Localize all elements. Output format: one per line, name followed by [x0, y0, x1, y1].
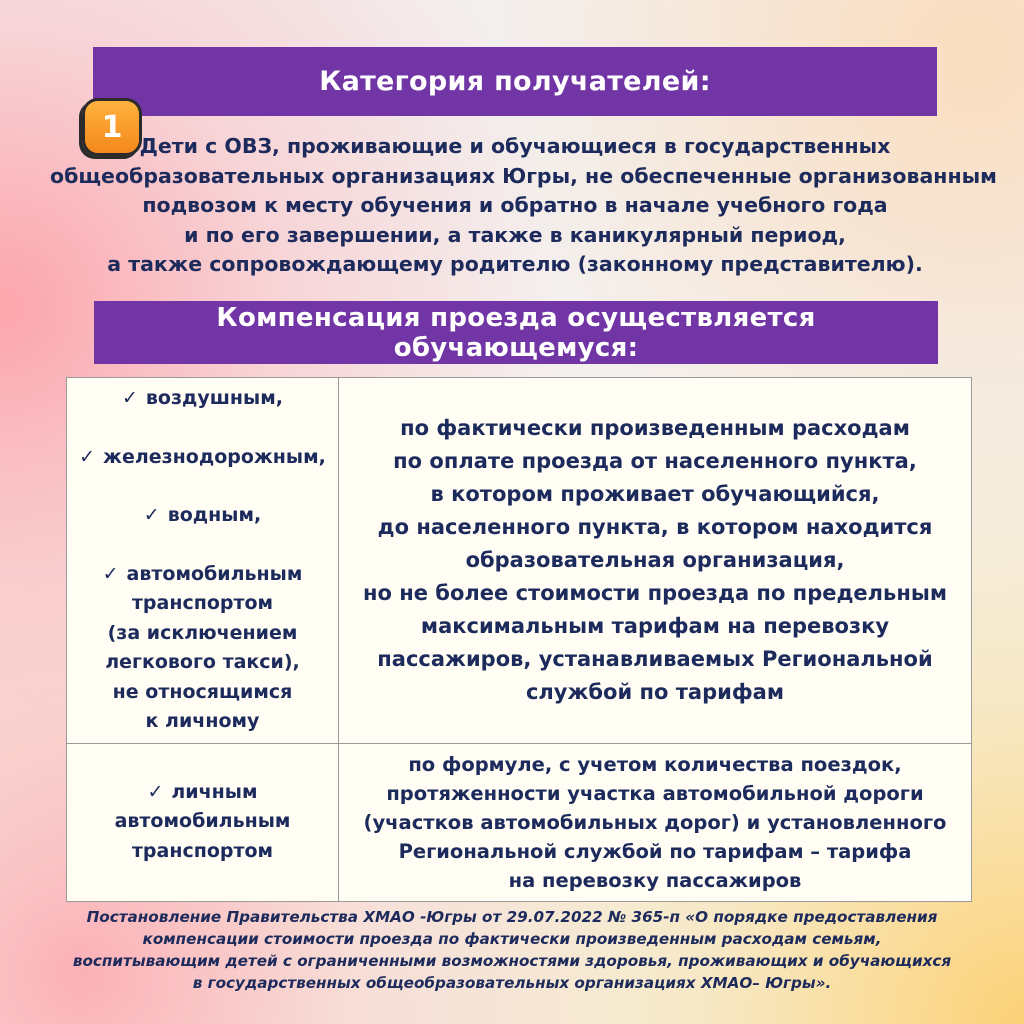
- transport-item-line: автомобильным: [114, 810, 291, 833]
- method-line: Региональной службой по тарифам – тарифа: [398, 839, 912, 863]
- check-icon: ✓: [79, 445, 96, 468]
- compensation-table: [66, 377, 972, 902]
- table-row: [67, 743, 972, 901]
- transport-item: ✓ железнодорожным,: [79, 445, 326, 468]
- recipients-category-banner: [93, 47, 937, 116]
- transport-types-cell: [67, 743, 339, 901]
- transport-item-line: транспортом: [131, 839, 274, 862]
- recipients-line: общеобразовательных организациях Югры, не обеспеченные организованным: [50, 163, 997, 188]
- number-badge-label: 1: [101, 109, 123, 145]
- method-line: но не более стоимости проезда по предельным: [363, 580, 947, 605]
- recipients-line: и по его завершении, а также в каникулярный период,: [184, 222, 846, 247]
- method-line: максимальным тарифам на перевозку: [420, 613, 890, 638]
- method-line: по фактически произведенным расходам: [400, 415, 910, 440]
- method-line: (участков автомобильных дорог) и установленного: [363, 810, 947, 834]
- transport-item: ✓ воздушным,: [121, 387, 283, 409]
- transport-item-line: к личному: [145, 710, 260, 732]
- check-icon: ✓: [143, 504, 160, 526]
- check-icon: ✓: [147, 780, 164, 803]
- method-line: по оплате проезда от населенного пункта,: [393, 448, 917, 473]
- recipients-category-title: Категория получателей:: [319, 66, 711, 97]
- check-icon: ✓: [102, 562, 119, 585]
- compensation-title: Компенсация проезда осуществляется обучающемуся:: [216, 302, 816, 363]
- legal-reference-line: воспитывающим детей с ограниченными возможностями здоровья, проживающих и обучающихся: [72, 952, 952, 970]
- transport-item: ✓ личным: [147, 780, 258, 803]
- method-line: образовательная организация,: [465, 547, 845, 572]
- recipients-line: подвозом к месту обучения и обратно в начале учебного года: [142, 193, 888, 217]
- compensation-method-cell: [339, 378, 972, 744]
- transport-item-line: (за исключением: [107, 621, 298, 644]
- transport-item-line: не относящимся: [112, 680, 293, 703]
- transport-item: ✓ автомобильным: [102, 562, 303, 585]
- legal-reference: [40, 906, 984, 994]
- transport-item-line: легкового такси),: [105, 651, 300, 673]
- method-line: до населенного пункта, в котором находится: [377, 514, 933, 539]
- method-line: пассажиров, устанавливаемых Региональной: [377, 646, 933, 671]
- compensation-banner: [94, 301, 938, 364]
- method-line: на перевозку пассажиров: [508, 868, 802, 892]
- recipients-line: а также сопровождающему родителю (законному представителю).: [107, 252, 923, 276]
- legal-reference-line: в государственных общеобразовательных организациях ХМАО– Югры».: [192, 974, 832, 992]
- transport-types-cell: [67, 378, 339, 744]
- check-icon: ✓: [121, 387, 138, 409]
- recipients-line: Дети с ОВЗ, проживающие и обучающиеся в государственных: [139, 134, 891, 158]
- transport-item-line: транспортом: [131, 592, 274, 614]
- method-line: в котором проживает обучающийся,: [430, 481, 880, 506]
- legal-reference-line: Постановление Правительства ХМАО -Югры от 29.07.2022 № 365-п «О порядке предоставления: [86, 908, 938, 926]
- method-line: службой по тарифам: [525, 679, 785, 704]
- recipients-description: [50, 132, 997, 280]
- method-line: по формуле, с учетом количества поездок,: [408, 752, 902, 776]
- legal-reference-line: компенсации стоимости проезда по фактически произведенным расходам семьям,: [142, 930, 882, 948]
- compensation-method-cell: [339, 743, 972, 901]
- method-line: протяженности участка автомобильной дороги: [386, 781, 924, 805]
- transport-item: ✓ водным,: [143, 504, 262, 526]
- table-row: [67, 378, 972, 744]
